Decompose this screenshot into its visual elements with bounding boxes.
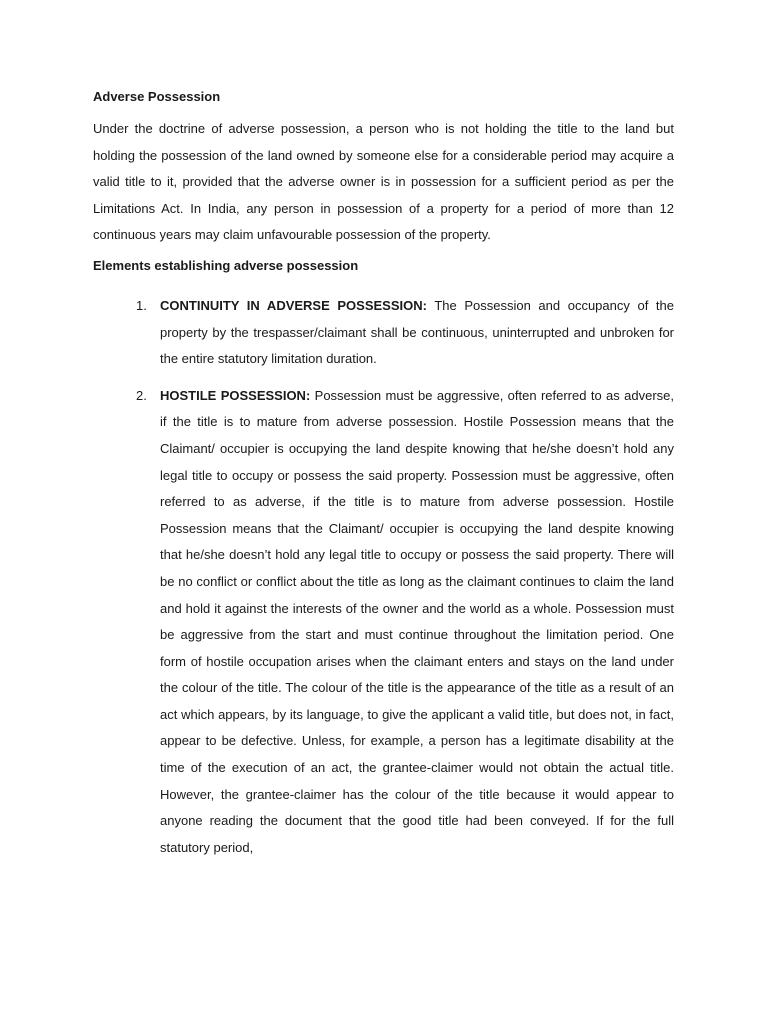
list-item-term: CONTINUITY IN ADVERSE POSSESSION: [160,297,427,313]
list-item-term: HOSTILE POSSESSION: [160,387,311,403]
list-item-text: Possession must be aggressive, often referred to as adverse, if the title is to mature from adverse possession. Hostile Possession means that the Claimant/ occupier is occupying the land despite knowing that he/she doesn’t hold any legal title to occupy or possess the said property. Possession must be aggressive, often referred to as adverse, if the title is to mature from adverse possession. Hostile Possession means that the Claimant/ occupier is occupying the land despite knowing that he/she doesn’t hold any legal title to occupy or possess the said property. There will be no conflict or conflict about the title as long as the claimant continues to claim the land and hold it against the interests of the owner and the world as a whole. Possession must be aggressive from the start and must continue throughout the limitation period. One form of hostile occupation arises when the claimant enters and stays on the land under the colour of the title. The colour of the title is the appearance of the title as a result of an act which appears, by its language, to give the applicant a valid title, but does not, in fact, appear to be defective. Unless, for example, a person has a legitimate disability at the time of the execution of an act, the grantee-claimer would not obtain the actual title. However, the grantee-claimer has the colour of the title because it would appear to anyone reading the document that the good title had been conveyed. If for the full statutory period, [160,387,674,855]
intro-paragraph: Under the doctrine of adverse possession, a person who is not holding the title to the land but holding the possession of the land owned by someone else for a considerable period may acquire a valid title to it, provided that the adverse owner is in possession for a sufficient period as per the Limitations Act. In India, any person in possession of a property for a period of more than 12 continuous years may claim unfavourable possession of the property. [93,121,674,243]
elements-list [93,293,674,861]
list-item [93,383,674,862]
list-item [93,293,674,373]
document-title: Adverse Possession [93,89,221,104]
list-item-text: The Possession and occupancy of the property by the trespasser/claimant shall be continuous, uninterrupted and unbroken for the entire statutory limitation duration. [160,297,674,367]
list-item-number: 2. [136,387,147,403]
list-item-number: 1. [136,297,147,313]
section-heading: Elements establishing adverse possession [93,257,359,273]
